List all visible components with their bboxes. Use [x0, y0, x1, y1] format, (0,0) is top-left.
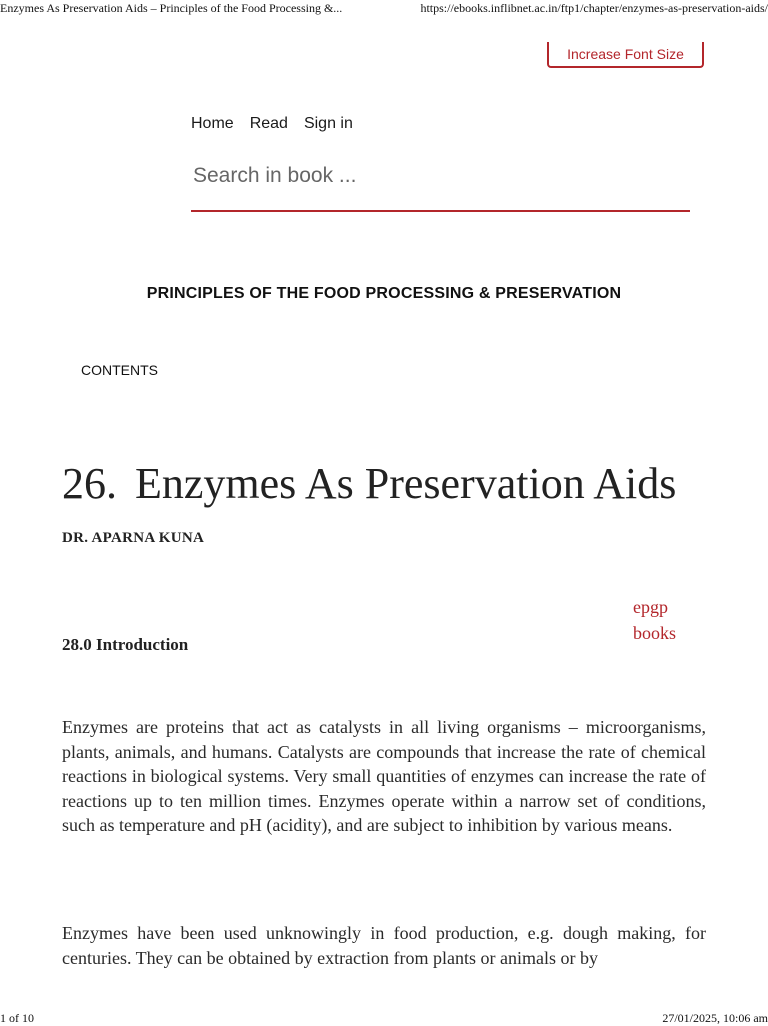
epgp-link-line2: books: [633, 623, 677, 643]
print-header-title: Enzymes As Preservation Aids – Principles of the Food Processing &...: [0, 1, 343, 15]
print-header-url: https://ebooks.inflibnet.ac.in/ftp1/chapter/enzymes-as-preservation-aids/: [420, 1, 768, 15]
body-paragraph-1: Enzymes are proteins that act as catalysts in all living organisms – microorganisms, plants, animals, and humans. Catalysts are compounds that increase the rate of chemical reactions in biological systems. Very small quantities of enzymes can increase the rate of reactions up to ten million times. Enzymes operate within a narrow set of conditions, such as temperature and pH (acidity), and are subject to inhibition by various means.: [62, 717, 706, 835]
epgp-books-link[interactable]: [633, 594, 676, 646]
print-footer-page: 1 of 10: [0, 1011, 34, 1025]
nav-read-link[interactable]: Read: [249, 115, 288, 132]
body-paragraph-2: Enzymes have been used unknowingly in food production, e.g. dough making, for centuries. They can be obtained by extraction from plants or animals or by: [62, 923, 706, 968]
search-input[interactable]: [191, 150, 690, 212]
chapter-title: [62, 458, 676, 509]
chapter-author: DR. APARNA KUNA: [62, 530, 205, 546]
increase-font-size-button[interactable]: Increase Font Size: [547, 42, 704, 68]
nav-home-link[interactable]: Home: [191, 115, 234, 132]
book-title: PRINCIPLES OF THE FOOD PROCESSING & PRESERVATION: [146, 285, 622, 302]
epgp-link-line1: epgp: [633, 597, 668, 617]
section-heading: 28.0 Introduction: [62, 635, 189, 654]
print-footer-datetime: 27/01/2025, 10:06 am: [662, 1011, 768, 1025]
chapter-number: 26.: [62, 459, 117, 508]
top-nav: [191, 115, 353, 133]
nav-signin-link[interactable]: Sign in: [303, 115, 353, 132]
chapter-title-text: Enzymes As Preservation Aids: [135, 459, 677, 508]
contents-toggle[interactable]: CONTENTS: [81, 362, 158, 378]
